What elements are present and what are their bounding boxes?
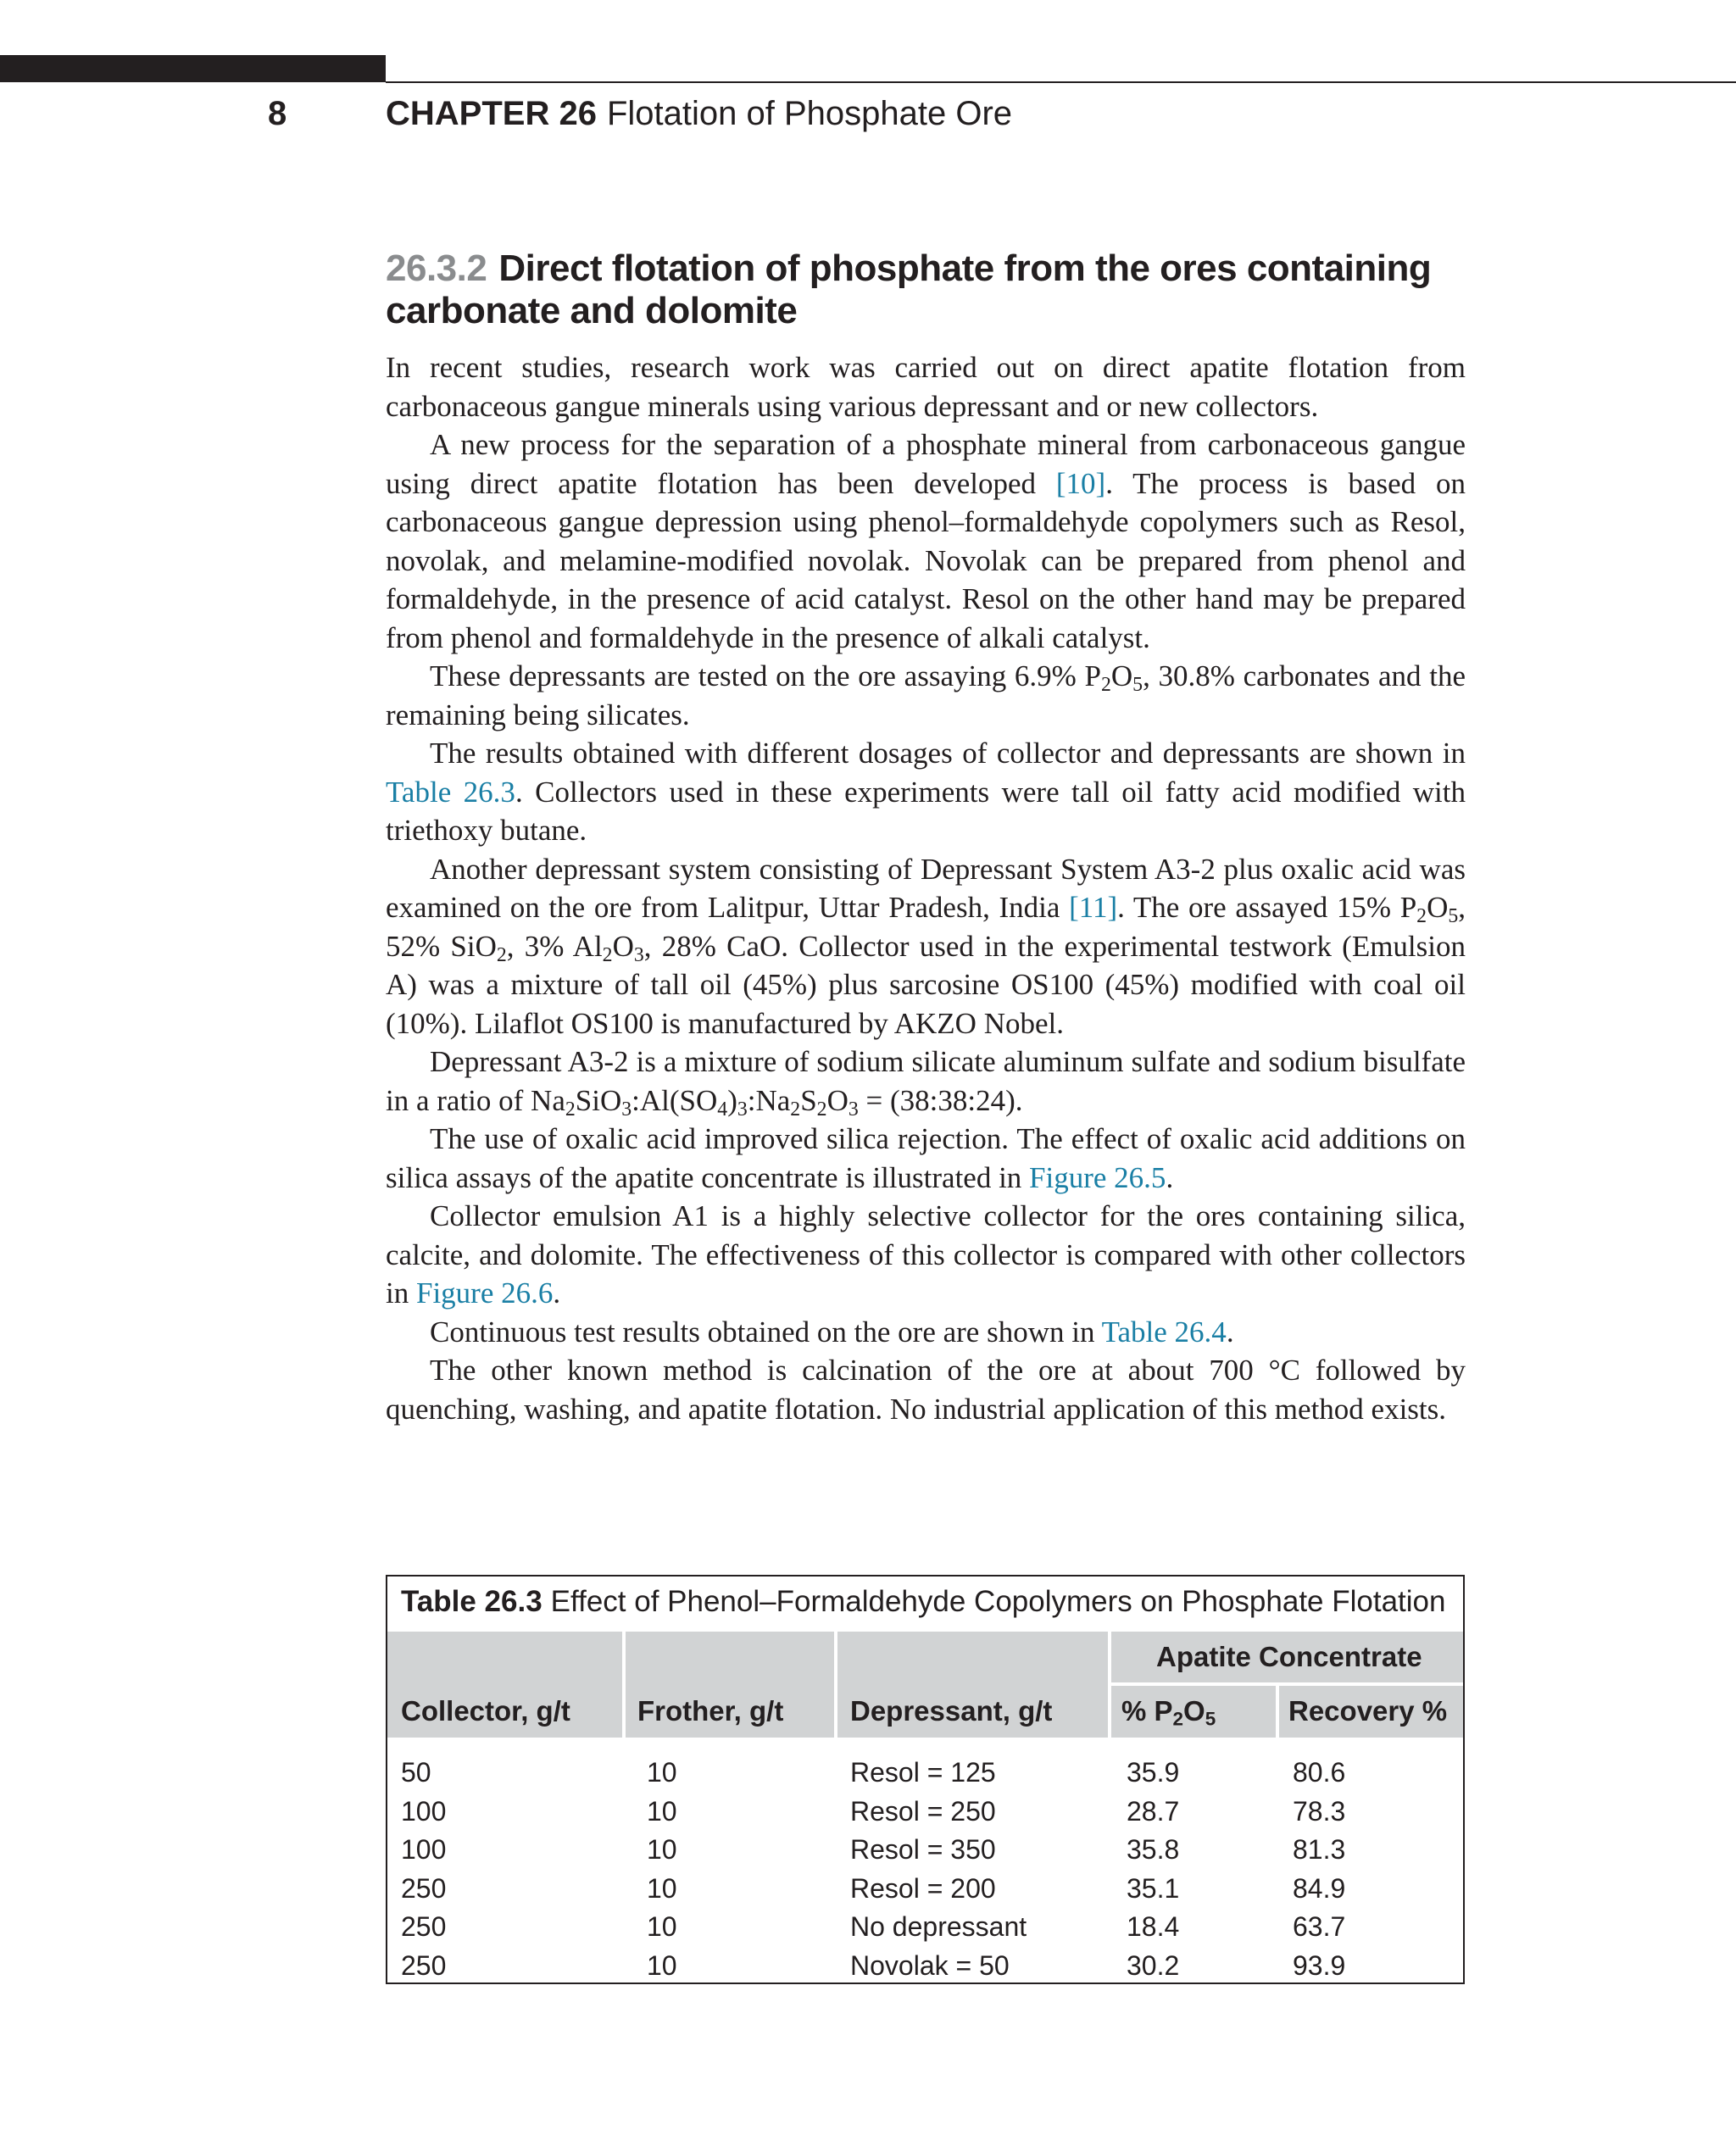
page-number: 8 [268,95,287,132]
table-cell: 10 [647,1834,677,1865]
header-rule [386,81,1736,83]
table-cell: 10 [647,1949,677,1981]
table-cell: 35.1 [1127,1872,1180,1904]
paragraph: Another depressant system consisting of Depressant System A3-2 plus oxalic acid was examined on the ore from Lalitpur, Uttar Pradesh, India [11]. The ore assayed 15% $P_2O_5$, 52% SiO$_2$, 3% $Al_2O_3$, 28% CaO. Collector used in the experimental testwork (Emulsion A) was a mixture of tall oil (45%) plus sarcosine OS100 (45%) modified with coal oil (10%). Lilaflot OS100 is manufactured by AKZO Nobel. [386,852,1466,1040]
table-cell: 10 [647,1872,677,1904]
column-header-depressant: Depressant, g/t [850,1695,1053,1727]
body-text [386,348,1466,1428]
table-link[interactable]: Table 26.3 [386,775,515,809]
table-cell: 18.4 [1127,1911,1180,1942]
figure-link[interactable]: Figure 26.5 [1029,1160,1166,1194]
header-bar [0,55,386,82]
table-cell: 250 [401,1911,447,1942]
table-cell: 93.9 [1293,1949,1346,1981]
column-header-p2o5: % $P_2O_5$ [1121,1695,1216,1730]
table-cell: 10 [647,1757,677,1788]
table-cell: 50 [401,1757,431,1788]
table-cell: 81.3 [1293,1834,1346,1865]
table-cell: 10 [647,1911,677,1942]
table-cell: 35.8 [1127,1834,1180,1865]
table-cell: Novolak = 50 [850,1949,1010,1981]
table-cell: Resol = 350 [850,1834,996,1865]
paragraph: These depressants are tested on the ore assaying 6.9% $P_2O_5$, 30.8% carbonates and the remaining being silicates. [386,659,1466,731]
table-cell: 100 [401,1834,447,1865]
paragraph: In recent studies, research work was carried out on direct apatite flotation from carbonaceous gangue minerals using various depressant and or new collectors. [386,351,1466,423]
table-cell: 100 [401,1795,447,1827]
table-cell: 250 [401,1872,447,1904]
table-cell: 30.2 [1127,1949,1180,1981]
table-label: Table 26.3 [401,1585,542,1618]
paragraph: Depressant A3-2 is a mixture of sodium silicate aluminum sulfate and sodium bisulfate in a ratio of $Na_2SiO_3:Al(SO_4)_3:Na_2S_2O_3$ = (38:38:24). [386,1045,1466,1121]
paragraph: The other known method is calcination of the ore at about 700 °C followed by quenching, washing, and apatite flotation. No industrial application of this method exists. [386,1354,1466,1426]
table-cell: 28.7 [1127,1795,1180,1827]
chapter-label: CHAPTER 26 [386,95,597,132]
table-cell: Resol = 200 [850,1872,996,1904]
chapter-title: Flotation of Phosphate Ore [606,95,1013,132]
table-cell: 63.7 [1293,1911,1346,1942]
section-number: 26.3.2 [386,247,487,289]
table-caption [401,1585,1445,1619]
table-26-3 [386,1575,1465,1984]
table-cell: 80.6 [1293,1757,1346,1788]
paragraph: A new process for the separation of a phosphate mineral from carbonaceous gangue using direct apatite flotation has been developed [10]. The process is based on carbonaceous gangue depression using phenol–formaldehyde copolymers such as Resol, novolak, and melamine-modified novolak. Novolak can be prepared from phenol and formaldehyde, in the presence of acid catalyst. Resol on the other hand may be prepared from phenol and formaldehyde in the presence of alkali catalyst. [386,428,1466,654]
reference-link[interactable]: [11] [1069,891,1118,924]
table-link[interactable]: Table 26.4 [1101,1315,1227,1349]
paragraph: Collector emulsion A1 is a highly selective collector for the ores containing silica, calcite, and dolomite. The effectiveness of this collector is compared with other collectors in Figure 26.6. [386,1199,1466,1310]
figure-link[interactable]: Figure 26.6 [415,1276,554,1310]
table-cell: 78.3 [1293,1795,1346,1827]
section-title: Direct flotation of phosphate from the ores containing carbonate and dolomite [386,247,1432,331]
table-caption-text: Effect of Phenol–Formaldehyde Copolymers on Phosphate Flotation [550,1585,1446,1618]
table-cell: No depressant [850,1911,1027,1942]
paragraph: The use of oxalic acid improved silica rejection. The effect of oxalic acid additions on silica assays of the apatite concentrate is illustrated in Figure 26.5. [386,1122,1466,1194]
reference-link[interactable]: [10] [1055,466,1106,500]
table-cell: 10 [647,1795,677,1827]
paragraph: The results obtained with different dosages of collector and depressants are shown in Table 26.3. Collectors used in these experiments were tall oil fatty acid modified with triethoxy butane. [386,737,1466,847]
column-header-collector: Collector, g/t [401,1695,570,1727]
column-header-recovery: Recovery % [1288,1695,1448,1727]
paragraph: Continuous test results obtained on the ore are shown in Table 26.4. [430,1315,1234,1349]
table-cell: 35.9 [1127,1757,1180,1788]
table-cell: 250 [401,1949,447,1981]
table-cell: 84.9 [1293,1872,1346,1904]
group-header: Apatite Concentrate [1156,1641,1422,1672]
running-head [386,95,1012,133]
table-cell: Resol = 250 [850,1795,996,1827]
table-cell: Resol = 125 [850,1757,996,1788]
section-heading [386,247,1471,332]
column-header-frother: Frother, g/t [637,1695,784,1727]
